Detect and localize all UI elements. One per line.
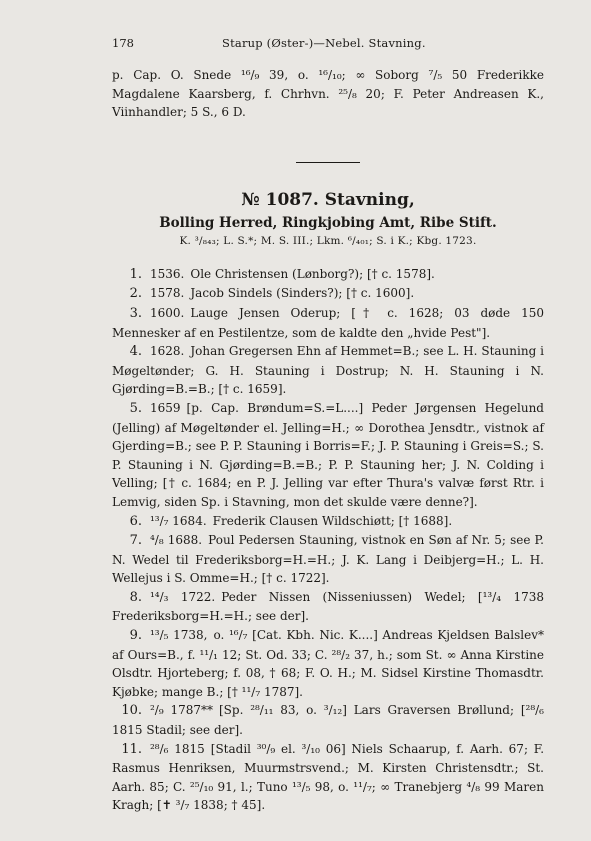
entry-text: Frederik Clausen Wildschiøtt; [† 1688]. (212, 513, 453, 528)
entry-year: ²/₉ 1787** (150, 703, 213, 718)
running-title: Starup (Øster-)—Nebel. Stavning. (222, 36, 426, 50)
entry-number: 9. (129, 628, 142, 644)
parish-meta: K. ³/₈₄₃; L. S.*; M. S. III.; Lkm. ⁶/₄₀₁; S. i K.; Kbg. 1723. (179, 234, 477, 247)
entry-text: Poul Pedersen Stauning, vistnok en Søn af Nr. 5; see P. N. Wedel til Frederiksborg=H.=H.; J. K. Lang i Deibjerg=H.; L. H. Wellejus i S. Omme=H.; [† c. 1722]. (112, 533, 544, 586)
list-item (112, 399, 544, 512)
entry-number: 3. (129, 305, 142, 321)
entry-number: 2. (129, 286, 142, 302)
list-item (112, 588, 544, 626)
list-item (112, 304, 544, 342)
section-divider (296, 162, 360, 163)
entry-text: Ole Christensen (Lønborg?); [† c. 1578]. (190, 266, 435, 281)
entry-text: Johan Gregersen Ehn af Hemmet=B.; see L. H. Stauning i Møgeltønder; G. H. Stauning i Dostrup; N. H. Stauning i N. Gjørding=B.=B.; [† c. 1659]. (112, 344, 544, 397)
priest-list (112, 265, 544, 815)
list-item (112, 265, 544, 285)
page-number: 178 (112, 36, 134, 50)
list-item (112, 284, 544, 304)
entry-year: ¹⁴/₃ 1722. (150, 589, 216, 604)
entry-number: 8. (129, 589, 142, 605)
continuation-paragraph: p. Cap. O. Snede ¹⁶/₉ 39, o. ¹⁶/₁₀; ∞ Soborg ⁷/₅ 50 Frederikke Magdalene Kaarsberg, f. Chrhvn. ²⁵/₈ 20; F. Peter Andreasen K., Viinhandler; 5 S., 6 D. (112, 68, 544, 120)
entry-text: Peder Nissen (Nisseniussen) Wedel; [¹³/₄ 1738 Frederiksborg=H.=H.; see der]. (112, 589, 544, 624)
entry-number: 5. (129, 400, 142, 416)
entry-year: ¹³/₇ 1684. (150, 513, 207, 528)
entry-text: Lauge Jensen Oderup; [† c. 1628; 03 døde 150 Mennesker af en Pestilentze, som de kaldte den „hvide Pest"]. (112, 305, 544, 340)
entry-year: 1600. (150, 305, 185, 320)
entry-year: 1628. (150, 344, 185, 359)
entry-year: ²⁸/₆ 1815 (150, 741, 205, 756)
entry-number: 4. (129, 344, 142, 360)
list-item (112, 342, 544, 399)
entry-text: [Sp. ²⁸/₁₁ 83, o. ³/₁₂] Lars Graversen Brøllund; [²⁸/₆ 1815 Stadil; see der]. (112, 703, 544, 738)
list-item (112, 626, 544, 701)
entry-number: 7. (129, 533, 142, 549)
entry-text: [p. Cap. Brøndum=S.=L....] Peder Jørgensen Hegelund (Jelling) af Møgeltønder el. Jelling=H.; ∞ Dorothea Jensdtr., vistnok af Gjerding=B.; see P. P. Stauning i Borris=F.; J. P. Stauning i Greis=S.; S. P. Stauning i N. Gjørding=B.=B.; P. P. Stauning her; J. N. Colding i Velling; [† c. 1684; en P. J. Jelling var efter Thura's valvæ først Rtr. i Lemvig, siden Sp. i Stavning, mon det skulde være denne?]. (112, 400, 544, 509)
entry-number: 1. (129, 266, 142, 282)
entry-text: Jacob Sindels (Sinders?); [† c. 1600]. (190, 286, 415, 301)
list-item (112, 701, 544, 739)
entry-year: ¹³/₅ 1738, (150, 628, 208, 643)
entry-text: [Stadil ³⁰/₉ el. ³/₁₀ 06] Niels Schaarup, f. Aarh. 67; F. Rasmus Henriksen, Muurmstrsvend.; M. Kirsten Christensdtr.; St. Aarh. 85; C. ²⁵/₁₀ 91, l.; Tuno ¹³/₅ 98, o. ¹¹/₇; ∞ Tranebjerg ⁴/₈ 99 Maren Kragh; [✝ ³/₇ 1838; † 45]. (112, 741, 545, 813)
entry-year: 1659 (150, 400, 181, 415)
entry-number: 10. (121, 703, 142, 719)
parish-subtitle: Bolling Herred, Ringkjobing Amt, Ribe Stift. (159, 214, 497, 231)
list-item (112, 740, 544, 815)
parish-title: № 1087. Stavning, (241, 189, 415, 210)
page-body (112, 66, 544, 815)
entry-year: 1578. (150, 286, 185, 301)
entry-number: 11. (121, 741, 142, 757)
list-item (112, 531, 544, 588)
list-item (112, 512, 544, 532)
entry-year: 1536. (150, 266, 185, 281)
entry-text: o. ¹⁶/₇ [Cat. Kbh. Nic. K....] Andreas Kjeldsen Balslev* af Ours=B., f. ¹¹/₁ 12; St. Od. 33; C. ²⁸/₂ 37, h.; som St. ∞ Anna Kirstine Olsdtr. Hjorteberg; f. 08, † 68; F. O. H.; M. Sidsel Kirstine Thomasdtr. Kjøbke; mange B.; [† ¹¹/₇ 1787]. (112, 628, 544, 699)
entry-year: ⁴/₈ 1688. (150, 533, 203, 548)
entry-number: 6. (129, 513, 142, 529)
